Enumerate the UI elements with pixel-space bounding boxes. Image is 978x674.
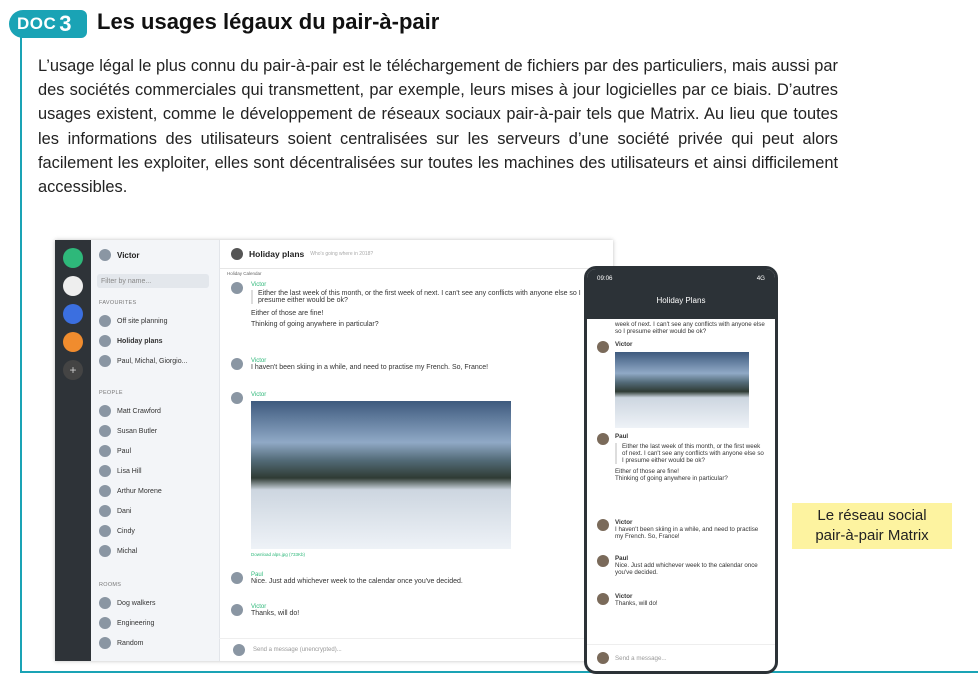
phone-sender: Paul: [615, 433, 629, 440]
person-item: Matt Crawford: [117, 407, 161, 415]
doc-badge: [9, 10, 87, 38]
message-text: Thanks, will do!: [251, 610, 300, 617]
room-item: Off site planning: [117, 317, 168, 325]
phone-compose-bar: [587, 644, 775, 671]
phone-sender: Victor: [615, 519, 633, 526]
phone-sender: Victor: [615, 341, 633, 348]
chat-pane: [219, 240, 613, 661]
phone-message: Either of those are fine!: [615, 468, 679, 475]
community-icon: [63, 304, 83, 324]
room-item: Paul, Michal, Giorgio...: [117, 357, 188, 365]
home-icon: [63, 248, 83, 268]
room-item: Holiday plans: [117, 337, 163, 345]
person-item: Susan Butler: [117, 427, 158, 435]
room-list: [91, 240, 220, 661]
person-item: Cindy: [117, 527, 135, 535]
filter-input: Filter by name...: [101, 277, 152, 285]
sender: Victor: [251, 282, 267, 288]
room-item: Engineering: [117, 619, 155, 627]
community-icon: [63, 276, 83, 296]
doc-number: 3: [59, 11, 72, 36]
phone-message: Nice. Just add whichever week to the calendar once you've decided.: [615, 562, 758, 576]
caption-line-1: Le réseau social: [817, 507, 927, 524]
person-item: Michal: [117, 547, 138, 555]
user-name: Victor: [117, 250, 140, 260]
phone-room-title: Holiday Plans: [656, 296, 706, 305]
doc-label: DOC: [17, 14, 57, 33]
message-text: I haven't been skiing in a while, and need to practise my French. So, France!: [251, 364, 489, 371]
section-people: PEOPLE: [99, 390, 123, 396]
compose-bar: [219, 638, 613, 661]
doc-title: Les usages légaux du pair-à-pair: [97, 9, 440, 34]
quote: Either the last week of this month, or the first week of next. I can't see any conflicts with anyone else so I presume either would be ok?: [251, 290, 581, 304]
phone-sender: Paul: [615, 555, 629, 562]
message-text: Nice. Just add whichever week to the calendar once you've decided.: [251, 578, 463, 585]
phone-signal: 4G: [756, 275, 765, 282]
caption-line-2: pair-à-pair Matrix: [815, 527, 929, 544]
person-item: Lisa Hill: [117, 467, 142, 475]
caption-callout: [792, 503, 952, 549]
doc-paragraph: L’usage légal le plus connu du pair-à-pair est le téléchargement de fichiers par des particuliers, mais aussi par des sociétés commerciales qui transmettent, par exemple, leurs mises à jour logicielles par ce biais. D’autres usages existent, comme le développement de réseaux sociaux pair-à-pair tels que Matrix. Au lieu que toutes les informations des utilisateurs soient centralisées sur les serveurs d’une société privée qui peut alors facilement les exploiter, elles sont décentralisées sur toutes les machines des utilisateurs et ainsi difficilement accessibles.: [38, 57, 838, 197]
phone-quote: Either the last week of this month, or the first week of next. I can't see any conflicts with anyone else so I presume either would be ok?: [615, 443, 767, 464]
room-tag: Holiday Calendar: [227, 271, 262, 276]
message-text: Either of those are fine!: [251, 310, 324, 317]
phone-compose-input: Send a message...: [615, 654, 667, 662]
phone-header: [587, 269, 775, 319]
phone-message: Thinking of going anywhere in particular?: [615, 475, 728, 482]
download-link: Download alps.jpg (733Kb): [251, 552, 306, 557]
phone-ski-photo: [615, 352, 749, 428]
person-item: Arthur Morene: [117, 487, 162, 495]
room-item: Random: [117, 639, 144, 647]
person-item: Paul: [117, 447, 132, 455]
room-title: Holiday plans: [249, 249, 305, 259]
app-rail: [55, 240, 91, 661]
phone-message: I haven't been skiing in a while, and need to practise my French. So, France!: [615, 526, 759, 540]
desktop-screenshot: [55, 240, 613, 661]
section-rooms: ROOMS: [99, 582, 122, 588]
room-topic: Who's going where in 2018?: [310, 251, 374, 257]
add-icon: +: [63, 360, 83, 380]
phone-screenshot: [584, 266, 778, 674]
compose-input: Send a message (unencrypted)...: [253, 647, 342, 653]
sender: Paul: [251, 572, 264, 578]
section-favourites: FAVOURITES: [99, 300, 137, 306]
sender: Victor: [251, 358, 267, 364]
room-header: [219, 240, 613, 269]
sender: Victor: [251, 392, 267, 398]
phone-message: week of next. I can't see any conflicts with anyone else so I presume either would be ok?: [615, 321, 765, 335]
sender: Victor: [251, 604, 267, 610]
community-icon: [63, 332, 83, 352]
phone-time: 09:06: [597, 275, 613, 282]
phone-sender: Victor: [615, 593, 633, 600]
room-item: Dog walkers: [117, 599, 156, 607]
ski-photo: [251, 401, 511, 549]
phone-message: Thanks, will do!: [615, 600, 658, 607]
person-item: Dani: [117, 507, 132, 515]
message-text: Thinking of going anywhere in particular?: [251, 321, 379, 328]
